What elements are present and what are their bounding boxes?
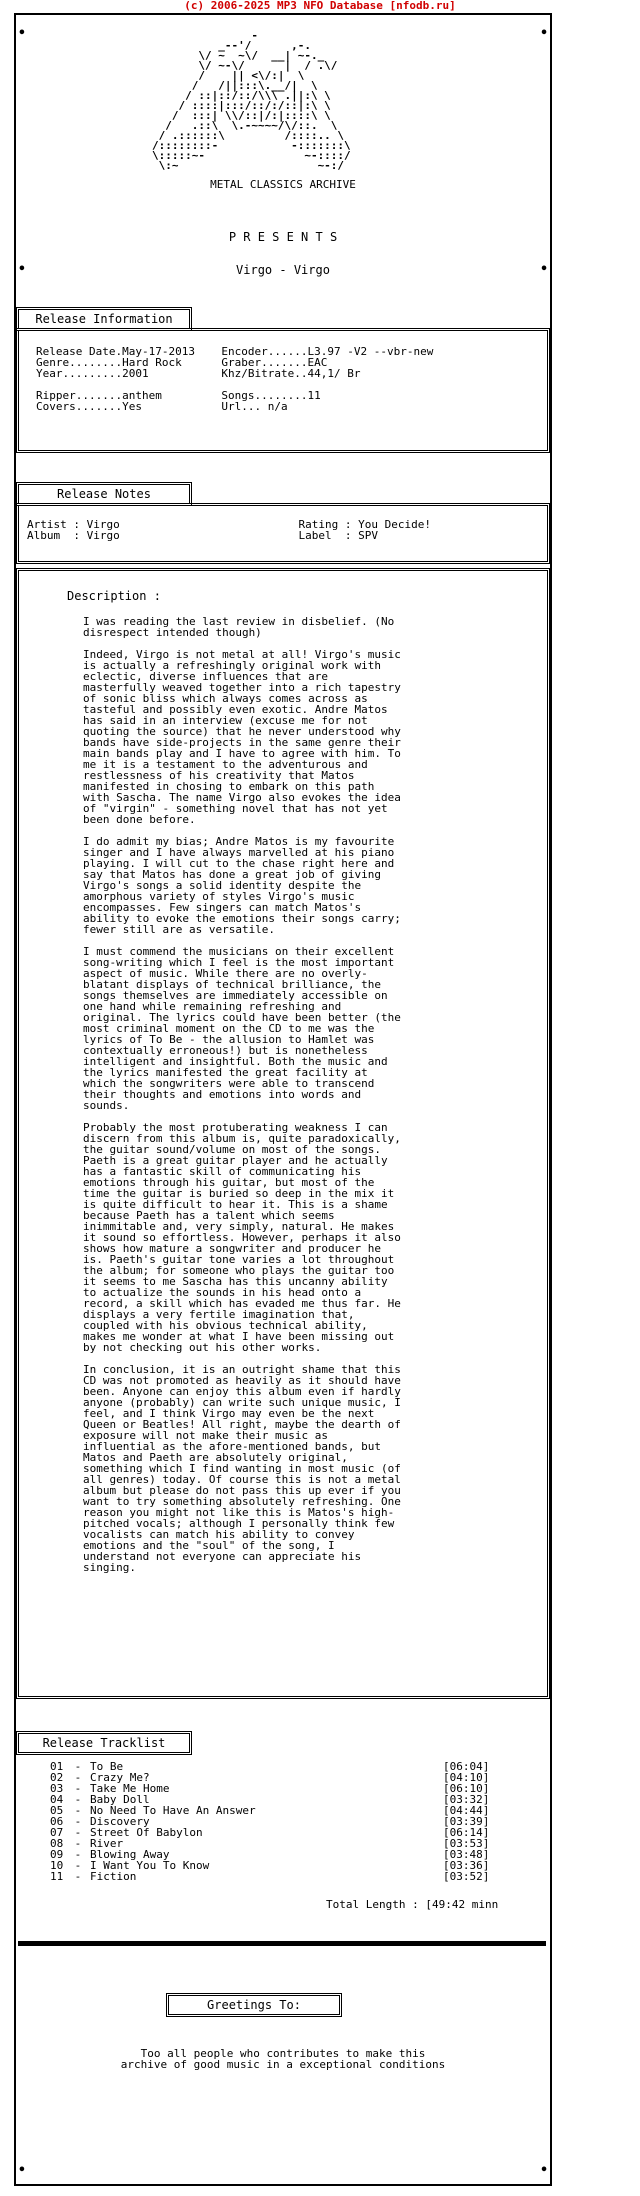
track-separator: - (68, 1815, 88, 1828)
release-tracklist-tab: Release Tracklist (16, 1731, 192, 1755)
track-title: I Want You To Know (90, 1859, 210, 1872)
track-title: Crazy Me? (90, 1771, 150, 1784)
description-text: I was reading the last review in disbelief. (No disrespect intended though) Indeed, Virgo is not metal at all! Virgo's music is actually a refreshingly original work with eclectic, diverse influences that are masterfully weaved together into a rich tapestry of sonic bliss which always comes across as tasteful and possibly even exotic. Andre Matos has said in an interview (excuse me for not quoting the source) that he never understood why bands have side-projects in the same genre their main bands play and I have to agree with him. To me it is a testament to the adventurous and restlessness of his creativity that Matos manifested in chosing to embark on this path with Sascha. The name Virgo also evokes the idea of "virgin" - something novel that has not yet been done before. I do admit my bias; Andre Matos is my favourite singer and I have always marvelled at his piano playing. I will cut to the chase right here and say that Matos has done a great job of giving Virgo's songs a solid identity despite the amorphous variety of styles Virgo's music encompasses. Few singers can match Matos's ability to evoke the emotions their songs carry; fewer still are as versatile. I must commend the musicians on their excellent song-writing which I feel is the most important aspect of music. While there are no overly- blatant displays of technical brilliance, the songs themselves are immediately accessible on one hand while remaining refreshing and original. The lyrics could have been better (the most criminal moment on the CD to me was the lyrics of To Be - the allusion to Hamlet was contextually erroneous!) but is nonetheless intelligent and insightful. Both the music and the lyrics manifested the great facility at which the songwriters were able to transcend their thoughts and emotions into words and sounds. Probably the most protuberating weakness I can discern from this album is, quite paradoxically, the guitar sound/volume on most of the songs. Paeth is a great guitar player and he actually has a fantastic skill of communicating his emotions through his guitar, but most of the time the guitar is buried so deep in the mix it is quite difficult to hear it. This is a shame because Paeth has a talent which seems inimmitable and, very simply, natural. He makes it sound so effortless. However, perhaps it also shows how mature a songwriter and producer he is. Paeth's guitar tone varies a lot throughout the album; for someone who plays the guitar too it seems to me Sascha has this uncanny ability to actualize the sounds in his head onto a record, a skill which has evaded me thus far. He displays a very fertile imagination that, coupled with his obvious technical ability, makes me wonder at what I have been missing out by not checking out his other works. In conclusion, it is an outright shame that this CD was not promoted as heavily as it should have been. Anyone can enjoy this album even if hardly anyone (probably) can write such unique music, I feel, and I think Virgo may even be the next Queen or Beatles! All right, maybe the dearth of exposure will not make their music as influential as the afore-mentioned bands, but Matos and Paeth are absolutely original, something which I find wanting in most music (of all genres) today. Of course this is not a metal album but please do not pass this up ever if you want to try something absolutely refreshing. One reason you might not like this is Matos's high- pitched vocals; although I personally think few vocalists can match his ability to convey emotions and the "soul" of the song, I understand not everyone can appreciate his singing. (83, 615, 401, 1574)
section-divider (18, 1941, 546, 1946)
bullet-right: • (540, 262, 548, 277)
track-number: 11 (50, 1870, 64, 1883)
release-notes-block: Artist : Virgo Rating : You Decide! Album : Virgo Label : SPV (27, 518, 431, 542)
track-number: 04 (50, 1793, 64, 1806)
track-time: [04:10] (443, 1771, 490, 1784)
track-number: 05 (50, 1804, 64, 1817)
track-time: [06:04] (443, 1760, 490, 1773)
track-separator: - (68, 1848, 88, 1861)
track-time: [06:10] (443, 1782, 490, 1795)
track-title: Fiction (90, 1870, 137, 1883)
track-time: [03:48] (443, 1848, 490, 1861)
description-box (16, 568, 550, 1699)
bullet-left: • (18, 262, 26, 277)
ascii-logo: - _--'/ ,-. \/ ~ ~\/ __| ~-._ \/ ~-\/ | / .\/ / || <\/:| \ / /||:::\.__/| \ / ::|::/::/\\\ .||:\ \ / ::::|:::/::/:/::|:\ \ / :::| \\/::|/:|::::\ \ / .::\ \.-~~~~/\/::. \ / .::::::\ /::::.. \ /::::::::- -:::::::\ \:::::~- ~-::::/ \:~ ~-:/ (152, 29, 351, 172)
release-notes-tab: Release Notes (16, 482, 192, 506)
track-time: [04:44] (443, 1804, 490, 1817)
track-number: 02 (50, 1771, 64, 1784)
track-separator: - (68, 1859, 88, 1872)
release-information-block: Release Date.May-17-2013 Encoder......L3.97 -V2 --vbr-new Genre........Hard Rock Graber.......EAC Year.........2001 Khz/Bitrate..44,1/ Br Ripper.......anthem Songs........11 Covers.......Yes Url... n/a (36, 345, 434, 413)
track-separator: - (68, 1804, 88, 1817)
track-separator: - (68, 1870, 88, 1883)
track-title: To Be (90, 1760, 124, 1773)
corner-dot-bottom-left: • (18, 2163, 26, 2178)
archive-title: METAL CLASSICS ARCHIVE (210, 178, 356, 191)
track-separator: - (68, 1760, 88, 1773)
track-title: Take Me Home (90, 1782, 170, 1795)
track-time: [03:36] (443, 1859, 490, 1872)
track-number: 03 (50, 1782, 64, 1795)
corner-dot-bottom-right: • (540, 2163, 548, 2178)
track-number: 10 (50, 1859, 64, 1872)
track-time: [03:32] (443, 1793, 490, 1806)
greetings-tab: Greetings To: (166, 1993, 342, 2017)
track-title: No Need To Have An Answer (90, 1804, 256, 1817)
track-time: [03:53] (443, 1837, 490, 1850)
nfo-frame (14, 13, 552, 2186)
description-heading: Description : (67, 589, 161, 603)
track-number: 06 (50, 1815, 64, 1828)
track-separator: - (68, 1771, 88, 1784)
corner-dot-top-left: • (18, 26, 26, 41)
track-time: [06:14] (443, 1826, 490, 1839)
track-time: [03:52] (443, 1870, 490, 1883)
track-title: Baby Doll (90, 1793, 150, 1806)
release-notes-box (16, 503, 550, 564)
corner-dot-top-right: • (540, 26, 548, 41)
track-number: 01 (50, 1760, 64, 1773)
track-title: Blowing Away (90, 1848, 170, 1861)
track-row (50, 1871, 490, 1882)
track-number: 08 (50, 1837, 64, 1850)
greetings-text: Too all people who contributes to make this archive of good music in a exceptional conditions (120, 2047, 446, 2071)
track-time: [03:39] (443, 1815, 490, 1828)
total-length: Total Length : [49:42 minn (326, 1898, 499, 1911)
release-information-box (16, 328, 550, 453)
track-number: 07 (50, 1826, 64, 1839)
track-title: River (90, 1837, 124, 1850)
track-separator: - (68, 1837, 88, 1850)
track-title: Discovery (90, 1815, 150, 1828)
track-title: Street Of Babylon (90, 1826, 203, 1839)
release-information-tab: Release Information (16, 307, 192, 331)
presents-label: P R E S E N T S (228, 230, 338, 244)
release-title: Virgo - Virgo (236, 263, 330, 277)
track-number: 09 (50, 1848, 64, 1861)
track-separator: - (68, 1782, 88, 1795)
track-separator: - (68, 1793, 88, 1806)
copyright-banner: (c) 2006-2025 MP3 NFO Database [nfodb.ru] (184, 0, 456, 12)
track-separator: - (68, 1826, 88, 1839)
